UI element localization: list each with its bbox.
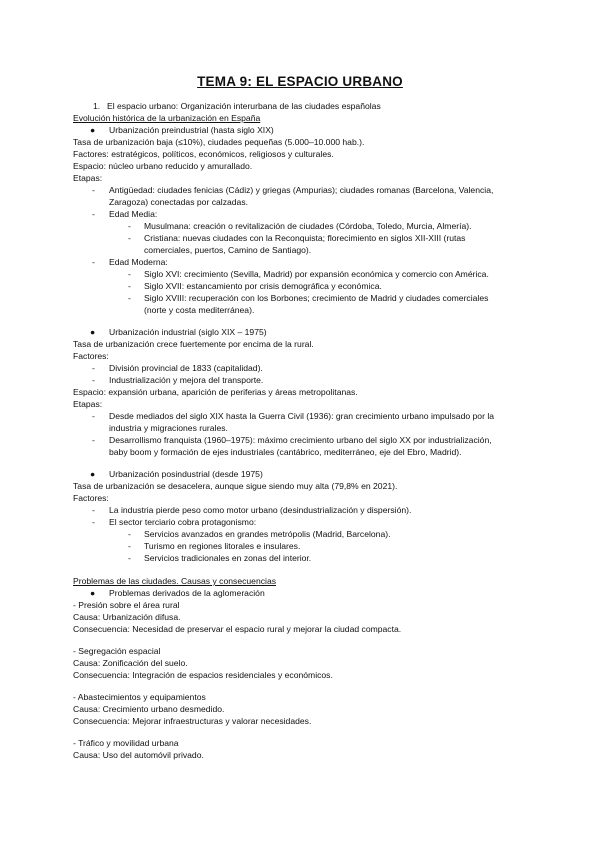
dash-marker: - <box>92 363 95 373</box>
dash-subitem <box>73 280 533 292</box>
dash-marker: - <box>92 411 95 421</box>
problem-title: - Tráfico y movilidad urbana <box>73 738 179 748</box>
text-line: Servicios tradicionales en zonas del interior. <box>144 553 312 563</box>
problem-consecuencia: Consecuencia: Mejorar infraestructuras y valorar necesidades. <box>73 716 312 726</box>
dash-marker: - <box>92 375 95 385</box>
dash-marker: - <box>128 553 131 563</box>
problem-causa: Causa: Uso del automóvil privado. <box>73 750 204 760</box>
text-line: baby boom y formación de ejes industriales (cantábrico, mediterráneo, eje del Ebro, Madrid). <box>109 447 462 457</box>
text-line: industria y migraciones rurales. <box>109 423 228 433</box>
text-line: Siglo XVIII: recuperación con los Borbones; crecimiento de Madrid y ciudades comerciales <box>144 293 489 303</box>
text-line: Turismo en regiones litorales e insulares. <box>144 541 301 551</box>
dash-subitem <box>73 528 533 540</box>
subheading-industrial: Urbanización industrial (siglo XIX – 1975) <box>109 327 267 337</box>
bullet-icon: ● <box>90 125 96 135</box>
text-line: La industria pierde peso como motor urbano (desindustrialización y dispersión). <box>109 505 412 515</box>
bullet-icon: ● <box>90 588 96 598</box>
problem-causa: Causa: Crecimiento urbano desmedido. <box>73 704 225 714</box>
text-line: Espacio: núcleo urbano reducido y amurallado. <box>73 161 253 171</box>
page-title: TEMA 9: EL ESPACIO URBANO <box>197 74 403 89</box>
section-heading-evolucion: Evolución histórica de la urbanización en España <box>73 113 261 123</box>
dash-item <box>73 434 533 458</box>
text-line: Tasa de urbanización se desacelera, aunque sigue siendo muy alta (79,8% en 2021). <box>73 481 398 491</box>
text-line: (norte y costa mediterránea). <box>144 305 255 315</box>
text-line: Cristiana: nuevas ciudades con la Reconquista; florecimiento en siglos XII-XIII (rutas <box>144 233 466 243</box>
text-line: Factores: <box>73 493 109 503</box>
dash-item <box>73 516 533 528</box>
dash-marker: - <box>128 529 131 539</box>
dash-item <box>73 362 533 374</box>
text-line: División provincial de 1833 (capitalidad). <box>109 363 263 373</box>
text-line: Desarrollismo franquista (1960–1975): máximo crecimiento urbano del siglo XX por industrialización, <box>109 435 492 445</box>
dash-marker: - <box>92 435 95 445</box>
dash-subitem <box>73 268 533 280</box>
dash-subitem <box>73 292 533 316</box>
text-line: Etapas: <box>73 399 103 409</box>
bullet-icon: ● <box>90 327 96 337</box>
subheading-aglomeracion: Problemas derivados de la aglomeración <box>109 588 265 598</box>
dash-marker: - <box>128 221 131 231</box>
dash-item <box>73 374 533 386</box>
problem-consecuencia: Consecuencia: Necesidad de preservar el espacio rural y mejorar la ciudad compacta. <box>73 624 402 634</box>
text-line: Etapas: <box>73 173 103 183</box>
dash-marker: - <box>92 209 95 219</box>
text-line: Industrialización y mejora del transporte. <box>109 375 264 385</box>
bullet-item-industrial <box>73 326 533 338</box>
text-line: Edad Media: <box>109 209 158 219</box>
dash-subitem <box>73 552 533 564</box>
text-line: comerciales, puertos, Camino de Santiago). <box>144 245 312 255</box>
section-heading-problemas: Problemas de las ciudades. Causas y consecuencias <box>73 576 277 586</box>
bullet-item-preindustrial <box>73 124 533 136</box>
dash-marker: - <box>128 269 131 279</box>
dash-marker: - <box>128 293 131 303</box>
problem-title: - Abastecimientos y equipamientos <box>73 692 206 702</box>
numbered-item-text: El espacio urbano: Organización interurbana de las ciudades españolas <box>107 101 381 111</box>
text-line: Espacio: expansión urbana, aparición de periferias y áreas metropolitanas. <box>73 387 358 397</box>
dash-subitem <box>73 220 533 232</box>
problem-causa: Causa: Zonificación del suelo. <box>73 658 188 668</box>
dash-subitem <box>73 232 533 256</box>
bullet-icon: ● <box>90 469 96 479</box>
dash-item <box>73 256 533 268</box>
text-line: El sector terciario cobra protagonismo: <box>109 517 257 527</box>
text-line: Zaragoza) conectadas por calzadas. <box>109 197 249 207</box>
dash-item <box>73 410 533 434</box>
problem-title: - Presión sobre el área rural <box>73 600 180 610</box>
text-line: Antigüedad: ciudades fenicias (Cádiz) y griegas (Ampurias); ciudades romanas (Barcelona, Valencia, <box>109 185 494 195</box>
dash-item <box>73 208 533 220</box>
dash-item <box>73 184 533 208</box>
text-line: Edad Moderna: <box>109 257 168 267</box>
bullet-item-aglomeracion <box>73 587 533 599</box>
dash-item <box>73 504 533 516</box>
dash-marker: - <box>92 185 95 195</box>
text-line: Factores: estratégicos, políticos, económicos, religiosos y culturales. <box>73 149 334 159</box>
dash-marker: - <box>128 233 131 243</box>
text-line: Tasa de urbanización crece fuertemente por encima de la rural. <box>73 339 314 349</box>
subheading-posindustrial: Urbanización posindustrial (desde 1975) <box>109 469 263 479</box>
text-line: Servicios avanzados en grandes metrópolis (Madrid, Barcelona). <box>144 529 391 539</box>
problem-title: - Segregación espacial <box>73 646 161 656</box>
text-line: Factores: <box>73 351 109 361</box>
dash-marker: - <box>128 541 131 551</box>
dash-subitem <box>73 540 533 552</box>
document-body <box>73 100 533 761</box>
dash-marker: - <box>128 281 131 291</box>
dash-marker: - <box>92 517 95 527</box>
problem-consecuencia: Consecuencia: Integración de espacios residenciales y económicos. <box>73 670 333 680</box>
problem-causa: Causa: Urbanización difusa. <box>73 612 181 622</box>
text-line: Musulmana: creación o revitalización de ciudades (Córdoba, Toledo, Murcia, Almería). <box>144 221 472 231</box>
number-marker: 1. <box>93 101 101 111</box>
text-line: Siglo XVI: crecimiento (Sevilla, Madrid) por expansión económica y comercio con América. <box>144 269 489 279</box>
text-line: Tasa de urbanización baja (≤10%), ciudades pequeñas (5.000–10.000 hab.). <box>73 137 365 147</box>
text-line: Siglo XVII: estancamiento por crisis demográfica y económica. <box>144 281 382 291</box>
dash-marker: - <box>92 257 95 267</box>
bullet-item-posindustrial <box>73 468 533 480</box>
dash-marker: - <box>92 505 95 515</box>
text-line: Desde mediados del siglo XIX hasta la Guerra Civil (1936): gran crecimiento urbano impulsado por la <box>109 411 495 421</box>
subheading-preindustrial: Urbanización preindustrial (hasta siglo XIX) <box>109 125 274 135</box>
numbered-item <box>73 100 533 112</box>
